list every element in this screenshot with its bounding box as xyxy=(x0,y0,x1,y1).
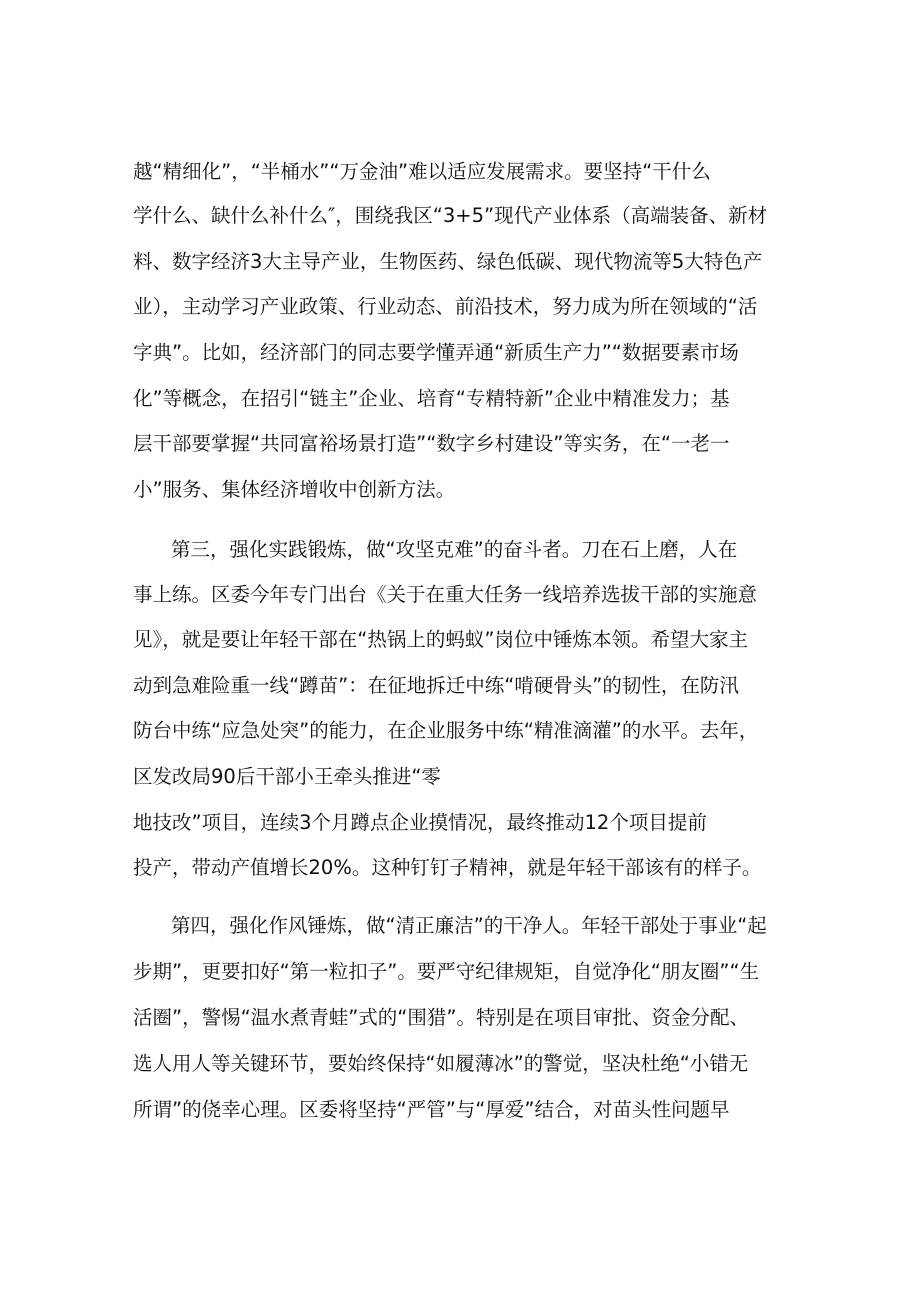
p1-line-8: 小”服务、集体经济增收中创新方法。 xyxy=(133,478,456,501)
p3-line-4: 选人用人等关键环节，要始终保持“如履薄冰”的警觉，坚决杜绝“小错无 xyxy=(133,1052,749,1075)
p1-line-2: 学什么、缺什么补什么″，围绕我区“3+5”现代产业体系（高端装备、新材 xyxy=(133,204,768,227)
p1-line-4: 业），主动学习产业政策、行业动态、前沿技术，努力成为所在领域的“活 xyxy=(133,295,758,318)
p1-line-7: 层干部要掌握“共同富裕场景打造”“数字乡村建设”等实务，在“一老一 xyxy=(133,432,730,455)
p2-line-6: 区发改局90后干部小王牵头推进“零 xyxy=(133,765,441,788)
p2-line-4: 动到急难险重一线“蹲苗”：在征地拆迁中练“啃硬骨头”的韧性，在防汛 xyxy=(133,674,739,697)
p3-line-2: 步期”，更要扣好“第一粒扣子”。要严守纪律规矩，自觉净化“朋友圈”“生 xyxy=(133,960,760,983)
p2-line-7: 地技改”项目，连续3个月蹲点企业摸情况，最终推动12个项目提前 xyxy=(133,811,707,834)
p2-line-5: 防台中练“应急处突”的能力，在企业服务中练“精准滴灌”的水平。去年， xyxy=(133,719,759,742)
p1-line-6: 化”等概念，在招引“链主”企业、培育“专精特新”企业中精准发力；基 xyxy=(133,387,730,410)
p1-line-1: 越“精细化”，“半桶水”“万金油”难以适应发展需求。要坚持“干什么 xyxy=(133,160,711,183)
p1-line-5: 字典”。比如，经济部门的同志要学懂弄通“新质生产力”“数据要素市场 xyxy=(133,341,739,364)
p2-line-3: 见》，就是要让年轻干部在“热锅上的蚂蚁”岗位中锤炼本领。希望大家主 xyxy=(133,628,748,651)
p2-line-8: 投产，带动产值增长20%。这种钉钉子精神，就是年轻干部该有的样子。 xyxy=(133,856,762,879)
p1-line-3: 料、数字经济3大主导产业，生物医药、绿色低碳、现代物流等5大特色产 xyxy=(133,250,763,273)
p3-line-1: 第四，强化作风锤炼，做“清正廉洁”的干净人。年轻干部处于事业“起 xyxy=(171,914,767,937)
p3-line-5: 所谓”的侥幸心理。区委将坚持“严管”与“厚爱”结合，对苗头性问题早 xyxy=(133,1098,730,1121)
p3-line-3: 活圈”，警惕“温水煮青蛙”式的“围猎”。特别是在项目审批、资金分配、 xyxy=(133,1006,750,1029)
p2-line-1: 第三，强化实践锻炼，做“攻坚克难”的奋斗者。刀在石上磨，人在 xyxy=(171,538,738,561)
p2-line-2: 事上练。区委今年专门出台《关于在重大任务一线培养选拔干部的实施意 xyxy=(133,583,758,606)
